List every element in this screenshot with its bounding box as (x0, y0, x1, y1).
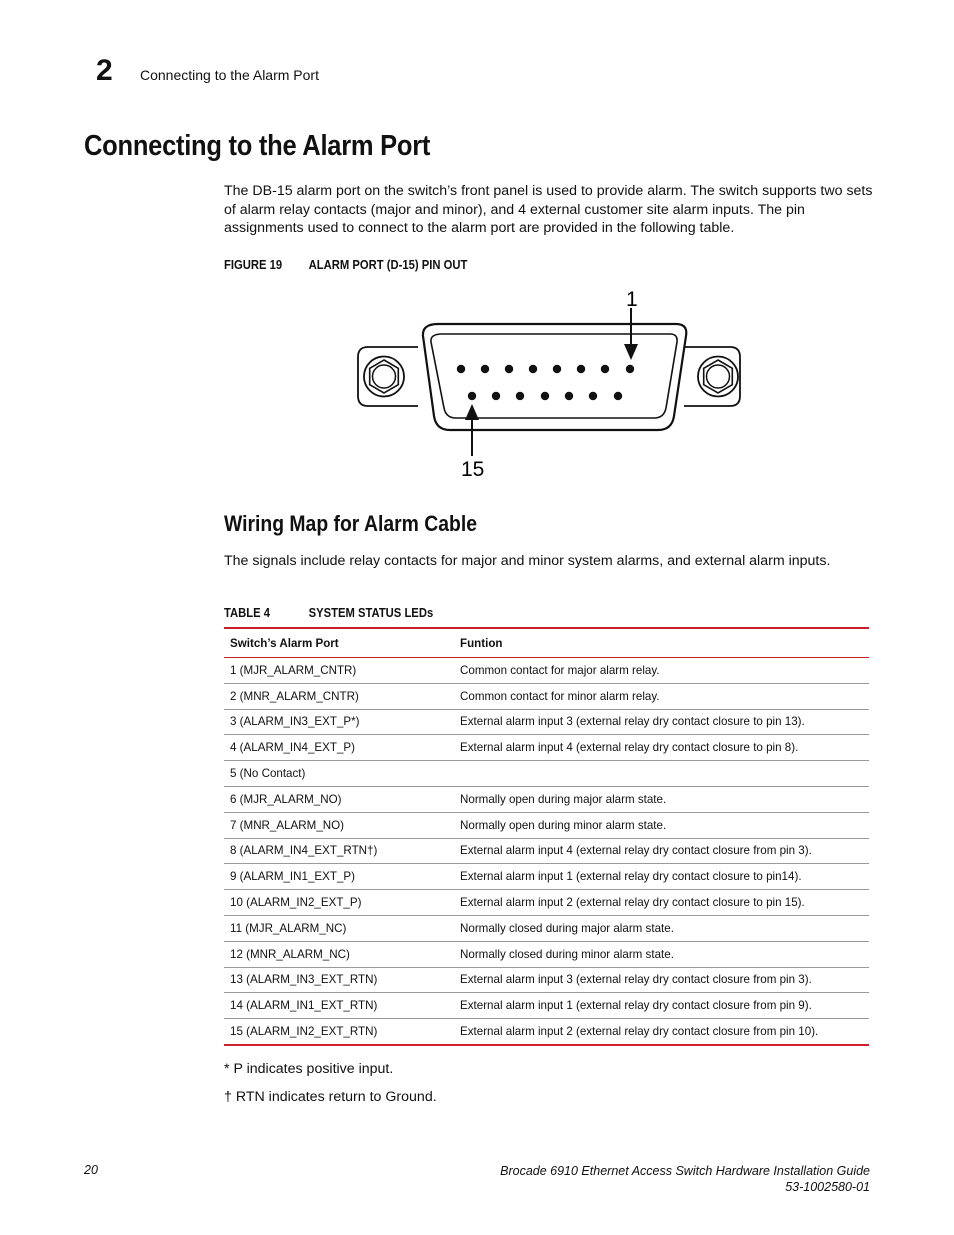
column-header-port: Switch’s Alarm Port (224, 628, 455, 658)
chapter-number: 2 (96, 54, 113, 87)
port-cell: 9 (ALARM_IN1_EXT_P) (224, 864, 455, 890)
port-cell: 12 (MNR_ALARM_NC) (224, 941, 455, 967)
port-cell: 8 (ALARM_IN4_EXT_RTN†) (224, 838, 455, 864)
function-cell: External alarm input 4 (external relay dry contact closure to pin 8). (455, 735, 869, 761)
table-title: SYSTEM STATUS LEDs (308, 606, 434, 620)
function-cell: Normally open during minor alarm state. (455, 812, 869, 838)
pin-row-top (457, 365, 634, 373)
function-cell: External alarm input 2 (external relay dry contact closure from pin 10). (455, 1019, 869, 1045)
pinout-table (224, 627, 869, 1046)
table-header-row (224, 628, 869, 658)
figure-label: FIGURE 19 (224, 258, 283, 272)
table-row (224, 967, 869, 993)
footer-doc-number: 53-1002580-01 (785, 1180, 870, 1194)
function-cell: External alarm input 4 (external relay dry contact closure from pin 3). (455, 838, 869, 864)
port-cell: 4 (ALARM_IN4_EXT_P) (224, 735, 455, 761)
table-row (224, 761, 869, 787)
subsection-paragraph: The signals include relay contacts for major and minor system alarms, and external alarm inputs. (224, 553, 831, 569)
port-cell: 2 (MNR_ALARM_CNTR) (224, 683, 455, 709)
page-number: 20 (84, 1163, 98, 1177)
port-cell: 15 (ALARM_IN2_EXT_RTN) (224, 1019, 455, 1045)
function-cell: Normally open during major alarm state. (455, 786, 869, 812)
callout-label-15: 15 (461, 458, 485, 481)
right-screw-flange (684, 347, 740, 406)
section-title: Connecting to the Alarm Port (84, 130, 431, 162)
function-cell: External alarm input 3 (external relay dry contact closure from pin 3). (455, 967, 869, 993)
connector-d-opening (431, 334, 677, 418)
port-cell: 11 (MJR_ALARM_NC) (224, 915, 455, 941)
table-label: TABLE 4 (224, 606, 271, 620)
function-cell: External alarm input 1 (external relay dry contact closure from pin 9). (455, 993, 869, 1019)
table-row (224, 915, 869, 941)
table-body (224, 658, 869, 1045)
port-cell: 13 (ALARM_IN3_EXT_RTN) (224, 967, 455, 993)
figure-caption (224, 258, 467, 272)
function-cell: Normally closed during major alarm state. (455, 915, 869, 941)
port-cell: 3 (ALARM_IN3_EXT_P*) (224, 709, 455, 735)
table-row (224, 709, 869, 735)
pin-row-bottom (468, 392, 622, 400)
port-cell: 5 (No Contact) (224, 761, 455, 787)
running-head: Connecting to the Alarm Port (140, 67, 319, 83)
port-cell: 7 (MNR_ALARM_NO) (224, 812, 455, 838)
table-row (224, 838, 869, 864)
port-cell: 10 (ALARM_IN2_EXT_P) (224, 890, 455, 916)
table-row (224, 890, 869, 916)
table-row (224, 1019, 869, 1045)
table-row (224, 735, 869, 761)
connector-shell (423, 324, 686, 430)
function-cell: Normally closed during minor alarm state. (455, 941, 869, 967)
table-row (224, 941, 869, 967)
table-row (224, 683, 869, 709)
function-cell: External alarm input 3 (external relay dry contact closure to pin 13). (455, 709, 869, 735)
function-cell: External alarm input 1 (external relay dry contact closure to pin14). (455, 864, 869, 890)
table-row (224, 864, 869, 890)
function-cell: Common contact for major alarm relay. (455, 658, 869, 684)
intro-paragraph: The DB-15 alarm port on the switch’s front panel is used to provide alarm. The switch supports two sets of alarm relay contacts (major and minor), and 4 external customer site alarm inputs. The pin assignments used to connect to the alarm port are provided in the following table. (224, 183, 873, 236)
db15-connector-diagram (356, 284, 746, 484)
function-cell: Common contact for minor alarm relay. (455, 683, 869, 709)
function-cell: External alarm input 2 (external relay dry contact closure to pin 15). (455, 890, 869, 916)
table-row (224, 812, 869, 838)
port-cell: 6 (MJR_ALARM_NO) (224, 786, 455, 812)
subsection-title: Wiring Map for Alarm Cable (224, 511, 477, 536)
footer-doc-info (500, 1163, 870, 1195)
port-cell: 1 (MJR_ALARM_CNTR) (224, 658, 455, 684)
figure-title: ALARM PORT (D-15) PIN OUT (308, 258, 468, 272)
footnote-return: † RTN indicates return to Ground. (224, 1089, 437, 1105)
table-row (224, 786, 869, 812)
column-header-function: Funtion (455, 628, 869, 658)
table-row (224, 658, 869, 684)
footer-doc-title: Brocade 6910 Ethernet Access Switch Hardware Installation Guide (500, 1164, 870, 1178)
function-cell (455, 761, 869, 787)
table-caption (224, 606, 433, 620)
callout-label-1: 1 (626, 288, 638, 311)
left-screw-flange (358, 347, 418, 406)
footnote-positive: * P indicates positive input. (224, 1061, 394, 1077)
table-row (224, 993, 869, 1019)
port-cell: 14 (ALARM_IN1_EXT_RTN) (224, 993, 455, 1019)
